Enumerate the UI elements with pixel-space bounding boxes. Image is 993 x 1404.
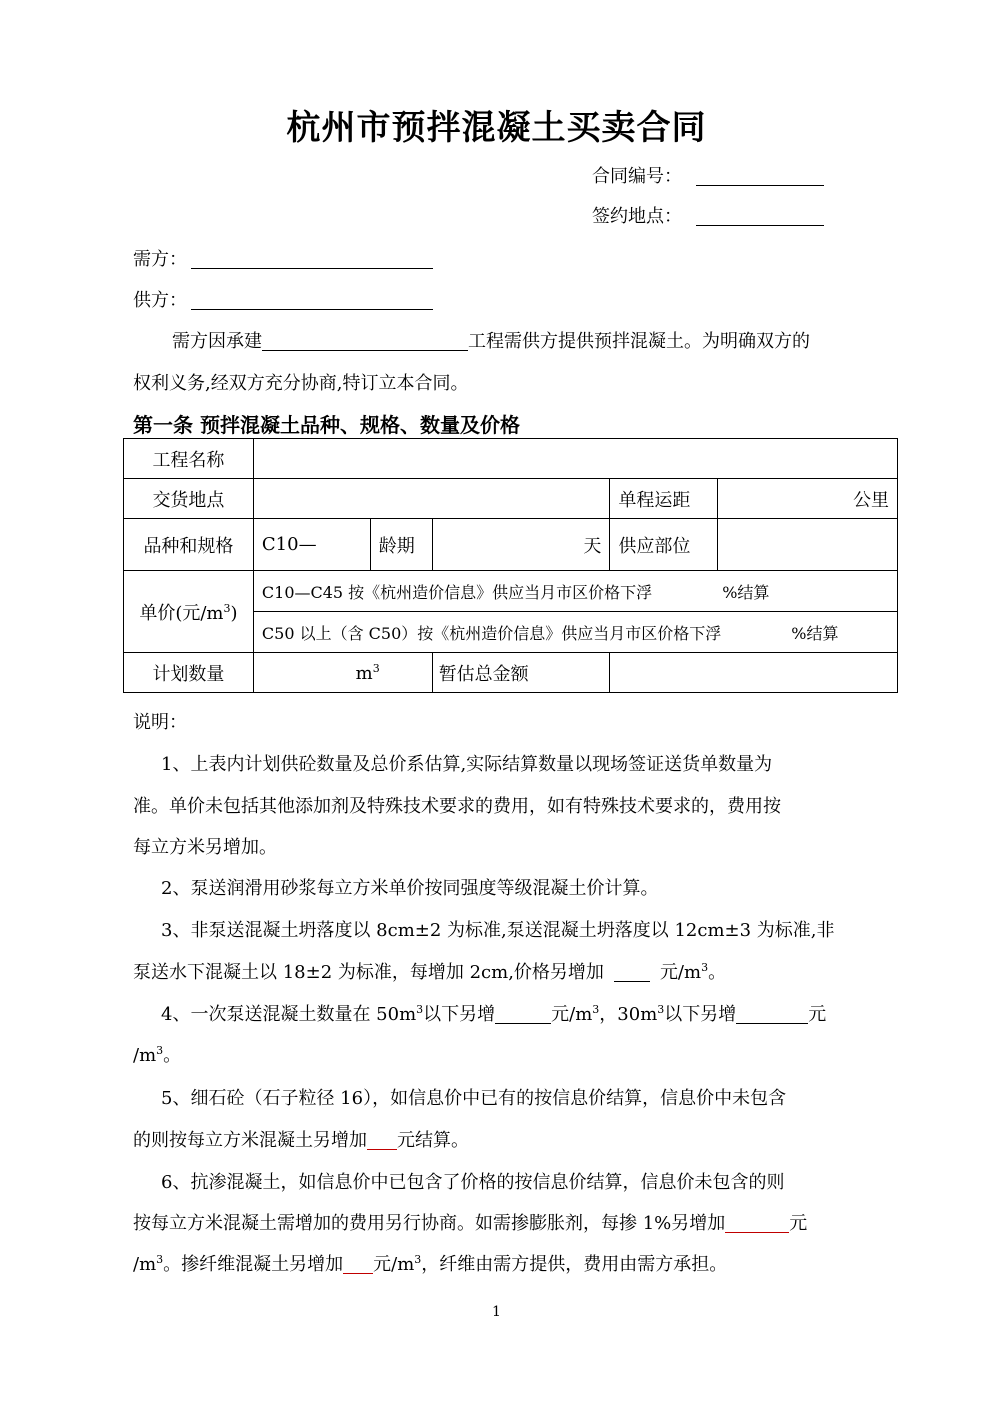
note-2: 2、泵送润滑用砂浆每立方米单价按同强度等级混凝土价计算。 <box>161 878 659 899</box>
under-50-field[interactable] <box>495 1003 551 1024</box>
intro-text-a: 需方因承建 <box>172 331 262 352</box>
price-rule-2[interactable] <box>253 612 897 653</box>
buyer-label: 需方： <box>133 249 187 270</box>
note-1-line-1: 1、上表内计划供砼数量及总价系估算,实际结算数量以现场签证送货单数量为 <box>161 754 773 775</box>
project-field[interactable] <box>262 330 468 351</box>
seller-field[interactable] <box>191 289 433 310</box>
price-rule-1-text: C10—C45 按《杭州造价信息》供应当月市区价格下浮 <box>261 582 653 602</box>
spec-table <box>123 438 898 693</box>
contract-number-label: 合同编号： <box>592 166 682 187</box>
expansion-agent-field[interactable] <box>725 1212 789 1233</box>
variety-spec-label: 品种和规格 <box>124 519 254 571</box>
article-1-heading: 第一条 预拌混凝土品种、规格、数量及价格 <box>133 413 520 437</box>
unit-price-label: 单价(元$/m^3$) <box>124 571 254 653</box>
note-1-line-3: 每立方米另增加。 <box>133 837 277 858</box>
note-4-line-2: $/m^3$。 <box>133 1044 182 1066</box>
distance-cell[interactable]: 公里 <box>718 479 898 519</box>
table-row <box>124 479 898 519</box>
intro-text-b: 工程需供方提供预拌混凝土。为明确双方的 <box>468 331 810 352</box>
delivery-place-label: 交货地点 <box>124 479 254 519</box>
distance-label: 单程运距 <box>610 479 718 519</box>
table-row <box>124 519 898 571</box>
fine-stone-price-field[interactable] <box>367 1129 397 1150</box>
sign-place-field[interactable] <box>696 205 824 226</box>
planned-qty-label: 计划数量 <box>124 653 254 693</box>
delivery-place-cell[interactable] <box>253 479 610 519</box>
note-4-line-1: 4、一次泵送混凝土数量在 $50m^3$以下另增 元$/m^3$，$30m^3$以下另增 元 <box>161 1003 827 1025</box>
under-30-field[interactable] <box>736 1003 808 1024</box>
buyer-field[interactable] <box>191 248 433 269</box>
table-row <box>124 439 898 479</box>
note-1-line-2: 准。单价未包括其他添加剂及特殊技术要求的费用，如有特殊技术要求的，费用按 <box>133 796 781 817</box>
sign-place-line <box>592 202 824 228</box>
table-row <box>124 571 898 612</box>
project-name-label: 工程名称 <box>124 439 254 479</box>
buyer-line <box>133 245 433 271</box>
seller-line <box>133 286 433 312</box>
fiber-price-field[interactable] <box>343 1253 373 1274</box>
intro-line-2: 权利义务,经双方充分协商,特订立本合同。 <box>133 373 469 394</box>
table-row <box>124 653 898 693</box>
planned-qty-cell[interactable]: $m^3$ <box>253 653 432 693</box>
age-cell[interactable]: 天 <box>432 519 610 571</box>
contract-number-line <box>592 162 824 188</box>
grade-cell[interactable]: C10— <box>253 519 370 571</box>
price-rule-2-text: C50 以上（含 C50）按《杭州造价信息》供应当月市区价格下浮 <box>261 623 722 643</box>
sign-place-label: 签约地点： <box>592 206 682 227</box>
project-name-cell[interactable] <box>253 439 897 479</box>
page-title: 杭州市预拌混凝土买卖合同 <box>286 108 707 148</box>
price-rule-1-pct: %结算 <box>722 582 770 602</box>
est-total-label: 暂估总金额 <box>432 653 610 693</box>
age-label: 龄期 <box>370 519 432 571</box>
supply-part-cell[interactable] <box>718 519 898 571</box>
note-6-line-2: 按每立方米混凝土需增加的费用另行协商。如需掺膨胀剂，每掺 1%另增加 元 <box>133 1213 808 1234</box>
note-6-line-3: $/m^3$。掺纤维混凝土另增加 元$/m^3$，纤维由需方提供，费用由需方承担。 <box>133 1253 728 1275</box>
page-number: 1 <box>492 1304 501 1320</box>
notes-title: 说明： <box>133 712 187 733</box>
note-5-line-1: 5、细石砼（石子粒径 16），如信息价中已有的按信息价结算，信息价中未包含 <box>161 1088 787 1109</box>
note-3-line-1: 3、非泵送混凝土坍落度以 8cm±2 为标准,泵送混凝土坍落度以 12cm±3 为标准,非 <box>161 920 835 941</box>
price-rule-1[interactable] <box>253 571 897 612</box>
note-6-line-1: 6、抗渗混凝土，如信息价中已包含了价格的按信息价结算，信息价未包含的则 <box>161 1172 785 1193</box>
est-total-cell[interactable] <box>610 653 898 693</box>
slump-price-field[interactable] <box>614 961 650 982</box>
intro-line-1 <box>172 327 810 353</box>
contract-number-field[interactable] <box>696 165 824 186</box>
seller-label: 供方： <box>133 290 187 311</box>
note-5-line-2: 的则按每立方米混凝土另增加 元结算。 <box>133 1130 469 1151</box>
price-rule-2-pct: %结算 <box>791 623 839 643</box>
note-3-line-2: 泵送水下混凝土以 18±2 为标准，每增加 2cm,价格另增加 元$/m^3$。 <box>133 961 727 983</box>
supply-part-label: 供应部位 <box>610 519 718 571</box>
